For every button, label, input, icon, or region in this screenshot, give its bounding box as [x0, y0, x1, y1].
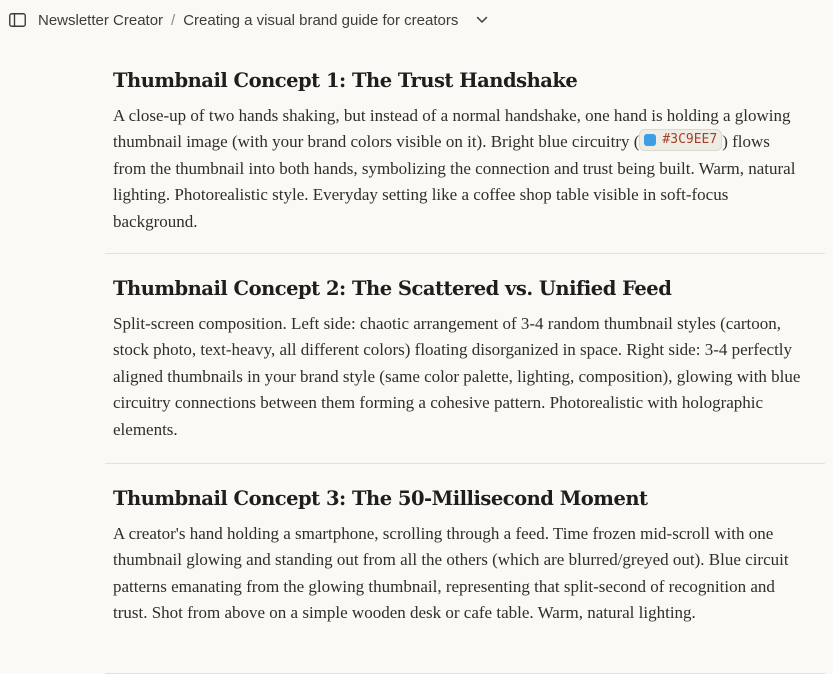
concept-heading-1: Thumbnail Concept 1: The Trust Handshake — [113, 69, 578, 92]
top-bar — [0, 0, 833, 40]
concept-heading-3: Thumbnail Concept 3: The 50-Millisecond Moment — [113, 487, 648, 510]
sidebar-panel-icon[interactable] — [8, 13, 26, 27]
breadcrumb-project-link[interactable]: Newsletter Creator — [38, 11, 164, 29]
message-content — [105, 44, 825, 674]
color-code: #3C9EE7 — [662, 132, 718, 148]
concept-section-3 — [105, 464, 825, 674]
concept-section-2 — [105, 254, 825, 464]
concept-description-3: A creator's hand holding a smartphone, scrolling through a feed. Time frozen mid-scroll with one thumbnail glowing and standing out from all the others (which are blurred/greyed out). Blue circuit patterns emanating from the glowing thumbnail, representing that split-second of recognition and trust. Shot from above on a simple wooden desk or cafe table. Warm, natural lighting. — [113, 524, 789, 623]
color-code-chip[interactable] — [639, 129, 722, 151]
chevron-down-icon[interactable] — [476, 16, 488, 24]
concept-description-1 — [113, 103, 803, 235]
concept-text-1a: A close-up of two hands shaking, but instead of a normal handshake, one hand is holding a glowing thumbnail image (with your brand colors visible on it). Bright blue circuitry ( — [113, 106, 791, 152]
concept-heading-2: Thumbnail Concept 2: The Scattered vs. Unified Feed — [113, 277, 672, 300]
concept-description-2: Split-screen composition. Left side: chaotic arrangement of 3-4 random thumbnail styles (cartoon, stock photo, text-heavy, all different colors) floating disorganized in space. Right side: 3-4 perfectly aligned thumbnails in your brand style (same color palette, lighting, composition), glowing with blue circuitry connections between them forming a cohesive pattern. Photorealistic with holographic elements. — [113, 314, 801, 439]
concept-section-1 — [105, 44, 825, 254]
breadcrumb-separator: / — [171, 11, 176, 29]
concept-text-1b: ) flows from the thumbnail into both hands, symbolizing the connection and trust being built. Warm, natural lighting. Photorealistic style. Everyday setting like a coffee shop table visible in soft-focus background. — [113, 132, 796, 231]
conversation-title[interactable]: Creating a visual brand guide for creators — [183, 11, 459, 29]
color-swatch — [644, 134, 656, 146]
